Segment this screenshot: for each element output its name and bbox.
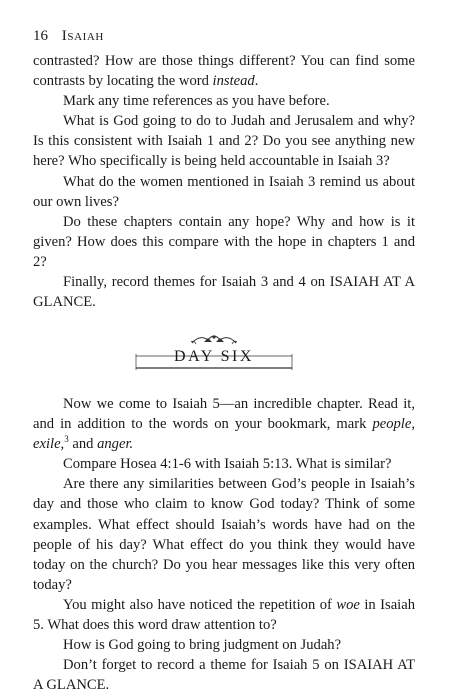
- page-header: [33, 27, 104, 45]
- paragraph-text: contrasted? How are those things different? You can find some contrasts by locating the word: [33, 53, 415, 90]
- paragraph: Don’t forget to record a theme for Isaiah 5 on ISAIAH AT A GLANCE.: [33, 657, 415, 694]
- footnote-marker: 3: [64, 434, 69, 445]
- paragraph: What is God going to do to Judah and Jerusalem and why? Is this consistent with Isaiah 1 and 2? Do you see anything new here? Who specifically is being held accountable in Isaiah 3?: [33, 113, 415, 170]
- page-number: 16: [33, 28, 48, 44]
- emphasized-word: instead: [212, 73, 255, 90]
- paragraph-text: and: [68, 436, 98, 453]
- paragraph: Are there any similarities between God’s people in Isaiah’s day and those who claim to know God today? Think of some examples. What effect should Isaiah’s words have had on the people of his day? What effect do you think they would have today on the church? Do you hear messages like this very often today?: [33, 476, 415, 593]
- paragraph: Mark any time references as you have before.: [63, 93, 330, 110]
- section-two-text: [33, 394, 415, 695]
- paragraph-text: .: [254, 73, 259, 90]
- paragraph: How is God going to bring judgment on Judah?: [63, 637, 342, 654]
- paragraph: [33, 51, 415, 91]
- paragraph: What do the women mentioned in Isaiah 3 remind us about our own lives?: [33, 173, 415, 210]
- day-heading: [134, 330, 294, 372]
- paragraph-text: in Isaiah 5. What does this word draw attention to?: [33, 596, 415, 634]
- running-title: Isaiah: [61, 28, 104, 44]
- paragraph-text: Now we come to Isaiah 5—an incredible chapter. Read it, and in addition to the words on your bookmark, mark: [33, 396, 415, 433]
- paragraph: [33, 595, 415, 635]
- paragraph-text: You might also have noticed the repetition of: [63, 596, 337, 613]
- emphasized-word: exile,: [33, 436, 65, 453]
- paragraph: Do these chapters contain any hope? Why and how is it given? How does this compare with the hope in chapters 1 and 2?: [33, 213, 415, 270]
- emphasized-word: anger.: [97, 436, 134, 453]
- emphasized-word: people: [372, 416, 412, 433]
- emphasized-word: woe: [336, 596, 360, 613]
- paragraph: Finally, record themes for Isaiah 3 and 4 on ISAIAH AT A GLANCE.: [33, 274, 415, 311]
- day-label: DAY SIX: [174, 348, 254, 365]
- paragraph-text: ,: [411, 416, 415, 433]
- paragraph: Compare Hosea 4:1-6 with Isaiah 5:13. What is similar?: [63, 456, 392, 473]
- paragraph: [33, 394, 415, 454]
- section-one-text: [33, 51, 415, 312]
